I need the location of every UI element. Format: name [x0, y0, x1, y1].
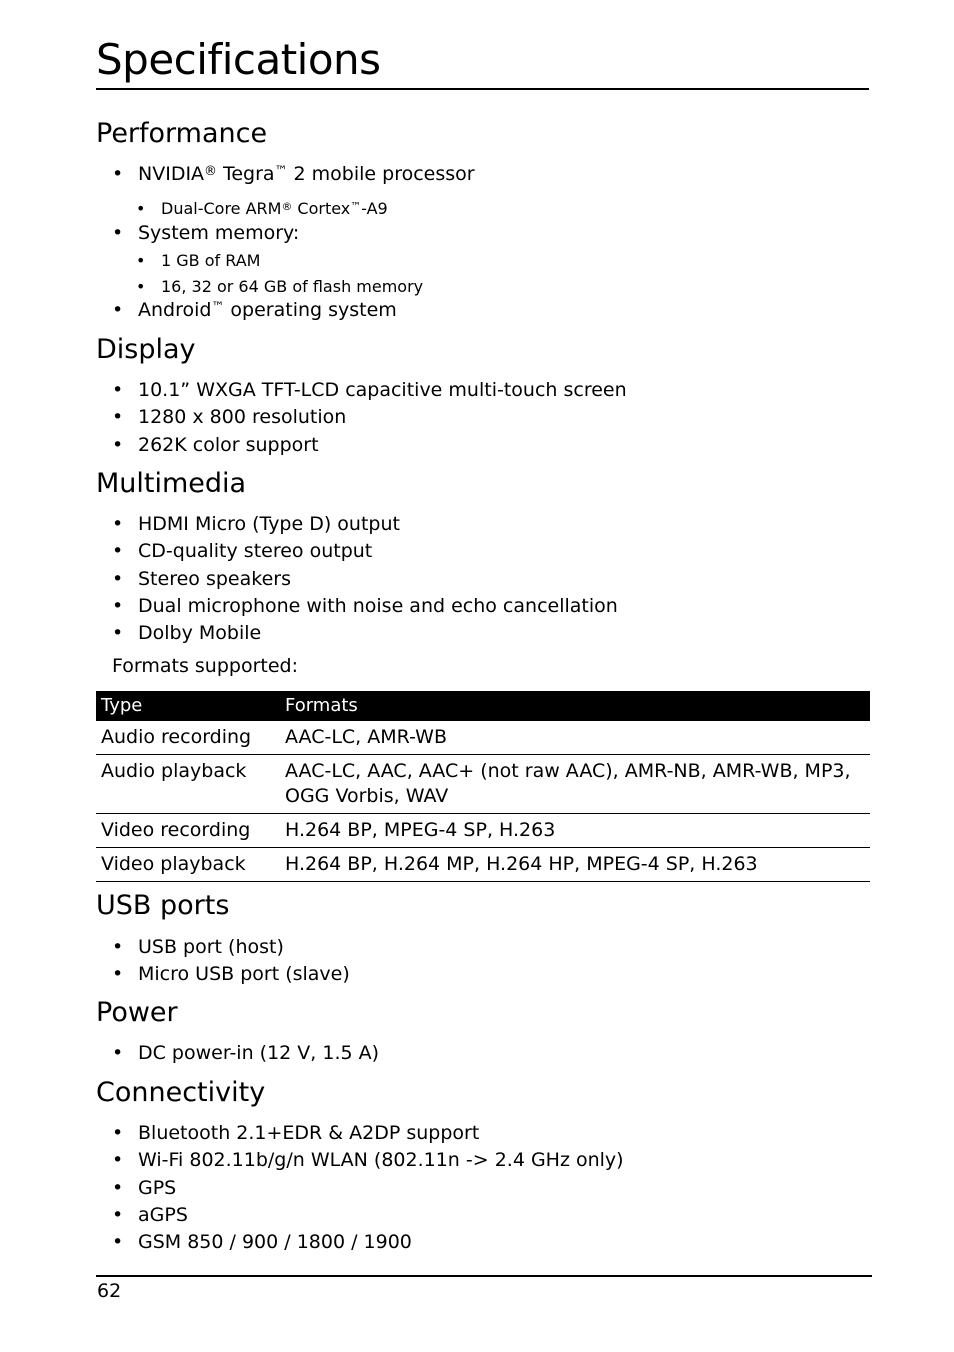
- usb-list: [112, 934, 350, 989]
- performance-list: [112, 161, 475, 188]
- list-item: • Dual-Core ARM® Cortex™-A9: [136, 196, 388, 222]
- list-item: • System memory:: [112, 220, 299, 247]
- list-item: • 1 GB of RAM: [136, 248, 423, 274]
- power-heading: Power: [96, 997, 178, 1028]
- list-item: • 16, 32 or 64 GB of flash memory: [136, 274, 423, 300]
- usb-heading: USB ports: [96, 890, 230, 921]
- list-item: • Stereo speakers: [112, 566, 618, 593]
- page-title: Specifications: [96, 35, 381, 84]
- table-cell: AAC-LC, AMR-WB: [280, 721, 870, 755]
- formats-label: Formats supported:: [112, 655, 298, 677]
- list-item: • 1280 x 800 resolution: [112, 404, 627, 431]
- table-cell: Video playback: [96, 848, 280, 882]
- list-item: • USB port (host): [112, 934, 350, 961]
- list-item: • HDMI Micro (Type D) output: [112, 511, 618, 538]
- list-item: • DC power-in (12 V, 1.5 A): [112, 1040, 379, 1067]
- list-item: • GPS: [112, 1175, 624, 1202]
- display-heading: Display: [96, 334, 196, 365]
- display-list: [112, 377, 627, 459]
- power-list: [112, 1040, 379, 1067]
- title-rule: [96, 88, 869, 90]
- processor-sublist: [136, 196, 388, 222]
- list-item: • Bluetooth 2.1+EDR & A2DP support: [112, 1120, 624, 1147]
- multimedia-heading: Multimedia: [96, 468, 247, 499]
- list-item: • aGPS: [112, 1202, 624, 1229]
- list-item: • Dolby Mobile: [112, 620, 618, 647]
- list-item: • 10.1” WXGA TFT-LCD capacitive multi-touch screen: [112, 377, 627, 404]
- list-item: • NVIDIA® Tegra™ 2 mobile processor: [112, 161, 475, 188]
- column-header-type: Type: [96, 691, 280, 721]
- list-item: • Dual microphone with noise and echo cancellation: [112, 593, 618, 620]
- table-row: [96, 814, 870, 848]
- table-cell: Audio recording: [96, 721, 280, 755]
- column-header-formats: Formats: [280, 691, 870, 721]
- connectivity-list: [112, 1120, 624, 1256]
- table-row: [96, 721, 870, 755]
- memory-list: [112, 220, 299, 247]
- memory-sublist: [136, 248, 423, 299]
- list-item: • GSM 850 / 900 / 1800 / 1900: [112, 1229, 624, 1256]
- list-item: • 262K color support: [112, 432, 627, 459]
- table-cell: H.264 BP, MPEG-4 SP, H.263: [280, 814, 870, 848]
- multimedia-list: [112, 511, 618, 647]
- list-item: • Wi-Fi 802.11b/g/n WLAN (802.11n -> 2.4 GHz only): [112, 1147, 624, 1174]
- connectivity-heading: Connectivity: [96, 1077, 266, 1108]
- table-row: [96, 848, 870, 882]
- table-row: [96, 755, 870, 814]
- list-item: • Android™ operating system: [112, 297, 397, 324]
- page-number: 62: [97, 1280, 122, 1302]
- table-cell: Video recording: [96, 814, 280, 848]
- footer-rule: [96, 1275, 872, 1277]
- performance-heading: Performance: [96, 118, 268, 149]
- list-item: • CD-quality stereo output: [112, 538, 618, 565]
- table-cell: Audio playback: [96, 755, 280, 814]
- table-header-row: [96, 691, 870, 721]
- os-list: [112, 297, 397, 324]
- table-cell: AAC-LC, AAC, AAC+ (not raw AAC), AMR-NB, AMR-WB, MP3, OGG Vorbis, WAV: [280, 755, 870, 814]
- table-cell: H.264 BP, H.264 MP, H.264 HP, MPEG-4 SP, H.263: [280, 848, 870, 882]
- list-item: • Micro USB port (slave): [112, 961, 350, 988]
- formats-table: [96, 691, 870, 882]
